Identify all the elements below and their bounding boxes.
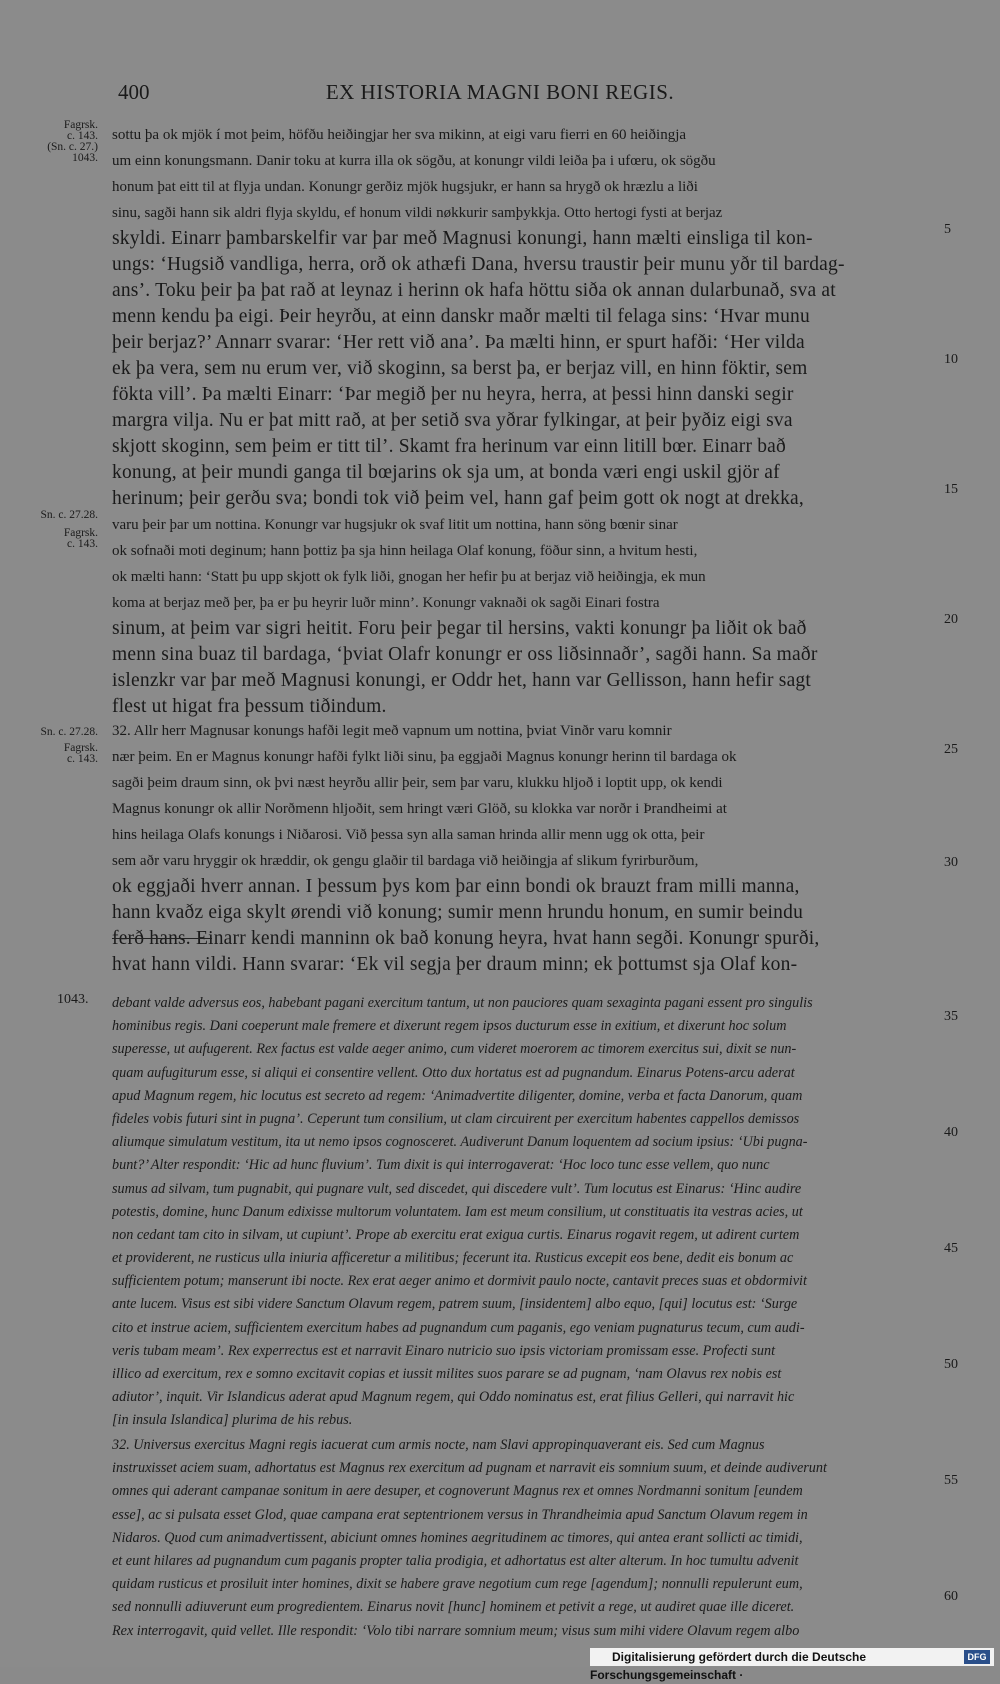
text-line: sottu þa ok mjök í mot þeim, höfðu heiðingjar her sva mikinn, at eigi varu fierri en 60 heiðingja	[112, 127, 687, 143]
footnote-line: debant valde adversus eos, habebant pagani exercitum tantum, ut non pauciores quam sexaginta pagani essent pro singulis	[112, 995, 813, 1011]
text-line: nær þeim. En er Magnus konungr hafði fylkt liði sinu, þa eggjaði Magnus konungr herinn til bardaga ok	[112, 749, 737, 765]
footnote-line: non cedant tam cito in silvam, ut cupiunt’. Prope ab exercitu erat exigua curtis. Einarus rogavit regem, ut adirent curtem	[112, 1226, 800, 1243]
line-number: 60	[944, 1589, 958, 1604]
line-number: 30	[944, 855, 958, 870]
footnote-line: quidam rusticus et prosiluit inter homines, dixit se habere grave negotium cum rege [agendum]; nonnulli repulerunt eum,	[112, 1576, 803, 1593]
footnote-line: superesse, ut aufugerent. Rex factus est valde aeger animo, cum videret moerorem ac timorem exercitus sui, dixit se nun-	[112, 1041, 797, 1058]
footnote-line: instruxisset aciem suam, adhortatus est Magnus rex exercitum ad pugnam et narravit eis somnium suum, et deinde audiverunt	[112, 1460, 827, 1477]
footnote-line: adiutor’, inquit. Vir Islandicus aderat apud Magnum regem, qui Oddo nominatus est, erat filius Gelleri, qui narravit hic	[112, 1389, 795, 1406]
text-line: flest ut higat fra þessum tiðindum.	[112, 696, 387, 717]
text-line: Magnus konungr ok allir Norðmenn hljoðit, sem hringt væri Glöð, su klokka var norðr i Þrandheimi at	[112, 801, 727, 817]
line-number: 20	[944, 612, 958, 627]
text-line: hvat hann vildi. Hann svarar: ‘Ek vil segja þer draum minn; ek þottumst sja Olaf kon-	[112, 954, 798, 975]
text-line: koma at berjaz með þer, þa er þu heyrir luðr minn’. Konungr vaknaði ok sagði Einari fostra	[112, 595, 660, 611]
text-line: ok eggjaði hverr annan. I þessum þys kom þar einn bondi ok brauzt fram milli manna,	[112, 876, 800, 897]
side-note: Fagrsk. c. 143. (Sn. c. 27.) 1043.	[47, 119, 98, 164]
text-line: ungs: ‘Hugsið vandliga, herra, orð ok athæfi Dana, hversu traustir þeir munu yðr til bardag-	[112, 254, 845, 275]
text-line: sinum, at þeim var sigri heitit. Foru þeir þegar til hersins, vakti konungr þa liðit ok bað	[112, 618, 807, 639]
footnote-translation-2	[112, 1434, 942, 1643]
line-number: 50	[944, 1357, 958, 1372]
footnote-line: apud Magnum regem, hic locutus est secreto ad regem: ‘Animadvertite diligenter, domine, verba et facta Danorum, quam	[112, 1087, 803, 1104]
text-line: islenzkr var þar með Magnusi konungi, er Oddr het, hann var Gellisson, hann hefir sagt	[112, 670, 811, 691]
footnote-label: 1043.	[57, 992, 89, 1007]
text-line: hann kvaðz eiga skylt ørendi við konung; sumir menn hrundu honum, en sumir beindu	[112, 902, 804, 923]
side-note: Fagrsk. c. 143.	[63, 742, 98, 765]
text-line: margra vilja. Nu er þat mitt rað, at þer setið sva yðrar fylkingar, at þeir þyðiz eigi sva	[112, 410, 793, 431]
side-note: Sn. c. 27.28.	[40, 509, 98, 521]
text-line: hins heilaga Olafs konungs i Niðarosi. Við þessa syn alla saman hrinda allir menn ugg ok otta, þeir	[112, 827, 705, 843]
text-line: ok mælti hann: ‘Statt þu upp skjott ok fylk liði, gnogan her hefir þu at berjaz við heiðingja, ek mun	[112, 569, 706, 585]
page-header	[0, 80, 1000, 110]
footnote-line: cito et instrue aciem, sufficientem exercitum habes ad pugnandum cum paganis, ego veniam pugnaturus tecum, cum audi-	[112, 1319, 805, 1336]
footnote-line: ante lucem. Visus est sibi videre Sanctum Olavum regem, patrem suum, [insidentem] albo equo, [qui] locutus est: ‘Surge	[112, 1296, 798, 1313]
text-line: varu þeir þar um nottina. Konungr var hugsjukr ok svaf litit um nottina, hann söng bœnir sinar	[112, 517, 678, 533]
footnote-line: Nidaros. Quod cum animadvertissent, abiciunt omnes homines aegritudinem ac timores, qui antea erant sollicti ac timidi,	[112, 1529, 803, 1546]
text-line: herinum; þeir gerðu sva; bondi tok við þeim vel, hann gaf þeim gott ok nogt at drekka,	[112, 488, 804, 509]
running-title: EX HISTORIA MAGNI BONI REGIS.	[325, 80, 675, 104]
footnote-line: sed nonnulli adiuverunt eum progredientem. Einarus novit [hunc] hominem et petivit a rege, ut audiret quae ille diceret.	[112, 1599, 795, 1616]
text-line: fökta vill’. Þa mælti Einarr: ‘Þar megið þer nu heyra, herra, at þessi hinn danski segir	[112, 384, 794, 405]
footnote-translation-1	[112, 992, 942, 1433]
footnote-line: potestis, domine, hunc Danum edixisse multorum voluntatem. Iam est meum consilium, ut constituatis ita vestras acies, ut	[112, 1203, 803, 1220]
main-text-block-2	[112, 718, 942, 978]
footnote-line: Rex interrogavit, quid vellet. Ille respondit: ‘Volo tibi narrare somnium meum; visus sum mihi videre Olavum regem albo	[112, 1622, 800, 1639]
line-number: 15	[944, 482, 958, 497]
text-line: þeir berjaz?’ Annarr svarar: ‘Her rett við ana’. Þa mælti hinn, er spurt hafði: ‘Her vilda	[112, 332, 805, 353]
text-line: skjott skoginn, sem þeim er titt til’. Skamt fra herinum var einn litill bœr. Einarr bað	[112, 436, 786, 457]
footnote-line: et providerent, ne rusticus ulla iniuria afficeretur a militibus; fecerunt ita. Rusticus excepit eos bene, dedit eis bonum ac	[112, 1250, 794, 1267]
text-line: sagði þeim draum sinn, ok þvi næst heyrðu allir þeir, sem þar varu, klukku hljoð i loptit upp, ok kendi	[112, 775, 723, 791]
dfg-logo: DFG	[964, 1650, 990, 1664]
text-line: sem aðr varu hryggir ok hræddir, ok gengu glaðir til bardaga við heiðingja af slikum fyrirburðum,	[112, 853, 699, 869]
footnote-line: omnes qui aderant campanae sonitum in aere desuper, et cognoverunt Magnus rex et omnes Nordmanni sonitum [eundem	[112, 1483, 803, 1500]
footnote-rule	[112, 938, 212, 939]
page-number: 400	[118, 80, 150, 104]
footnote-line: 32. Universus exercitus Magni regis iacuerat cum armis nocte, nam Slavi appropinquaverant eis. Sed cum Magnus	[112, 1437, 765, 1453]
text-line: menn kendu þa eigi. Þeir heyrðu, at einn danskr maðr mælti til felaga sins: ‘Hvar munu	[112, 306, 810, 327]
line-number: 45	[944, 1241, 958, 1256]
footnote-line: fideles vobis futuri sint in pugna’. Ceperunt tum consilium, ut clam circuirent per exercitum habentes cappellos demissos	[112, 1110, 800, 1127]
text-line: ferð hans. Einarr kendi manninn ok bað konung heyra, hvat hann segði. Konungr spurði,	[112, 928, 820, 949]
line-number: 55	[944, 1473, 958, 1488]
side-note: Sn. c. 27.28.	[40, 726, 98, 738]
footnote-line: sumus ad silvam, tum pugnabit, qui pugnare vult, sed discedet, qui discedere vult’. Tum locutus est Einarus: ‘Hinc audire	[112, 1180, 802, 1197]
text-line: 32. Allr herr Magnusar konungs hafði legit með vapnum um nottina, þviat Vinðr varu komnir	[112, 723, 672, 739]
text-line: ek þa vera, sem nu erum ver, við skoginn, sa berst þa, er berjaz vill, en hinn föktir, sem	[112, 358, 808, 379]
footnote-line: bunt?’ Alter respondit: ‘Hic ad hunc fluvium’. Tum dixit is qui interrogaverat: ‘Hoc loco tunc esse vellem, quo nunc	[112, 1157, 770, 1174]
text-line: um einn konungsmann. Danir toku at kurra illa ok sögðu, at konungr vildi leiða þa i ufœru, ok sögðu	[112, 153, 716, 169]
line-number: 10	[944, 352, 958, 367]
footnote-line: veris tubam meam’. Rex experrectus est et narravit Einaro nutricio suo ipsis victoriam promissam esse. Profecti sunt	[112, 1342, 776, 1359]
line-number: 25	[944, 742, 958, 757]
footnote-line: quam aufugiturum esse, si aliqui ei consentire vellent. Otto dux hortatus est ad pugnandum. Einarus Potens-arcu aderat	[112, 1064, 795, 1081]
line-number: 5	[944, 222, 951, 237]
footnote-line: et eunt hilares ad pugnandum cum paganis propter talia prodigia, et adhortatus est alter alterum. In hoc tumultu advenit	[112, 1552, 799, 1569]
main-text-block	[112, 122, 942, 720]
footnote-line: aliumque simulatum vestitum, ita ut nemo ipsos cognosceret. Audiverunt Danum loquentem ad socium ipsius: ‘Ubi pugna-	[112, 1134, 808, 1151]
text-line: skyldi. Einarr þambarskelfir var þar með Magnusi konungi, hann mælti einsliga til kon-	[112, 228, 813, 249]
text-line: sinu, sagði hann sik aldri flyja skyldu, ef honum vildi nøkkurir samþykkja. Otto hertogi fysti at berjaz	[112, 205, 723, 221]
text-line: ans’. Toku þeir þa þat rað at leynaz i herinn ok hafa höttu siða ok annan dularbunað, sva at	[112, 280, 836, 301]
footnote-line: illico ad exercitum, rex e somno excitavit copias et iussit milites suos parare se ad pugnam, ‘nam Olavus rex nobis est	[112, 1366, 782, 1382]
line-number: 40	[944, 1125, 958, 1140]
line-number: 35	[944, 1009, 958, 1024]
footer-text: Digitalisierung gefördert durch die Deutsche Forschungsgemeinschaft ·	[590, 1650, 867, 1682]
footnote-line: sufficientem potum; manserunt ibi nocte. Rex erat aeger animo et dormivit paulo nocte, cantavit preces suas et obdormivit	[112, 1273, 807, 1290]
side-note: Fagrsk. c. 143.	[63, 527, 98, 550]
text-line: menn sina buaz til bardaga, ‘þviat Olafr konungr er oss liðsinnaðr’, sagði hann. Sa maðr	[112, 644, 818, 665]
text-line: honum þat eitt til at flyja undan. Konungr gerðiz mjök hugsjukr, er hann sa hrygð ok hræzlu a liði	[112, 179, 698, 195]
footer-bar	[590, 1648, 994, 1682]
footnote-line: esse], ac si pulsata esset Glod, quae campana erat septentrionem versus in Thrandheimia apud Sanctum Olavum regem in	[112, 1506, 808, 1523]
footnote-line: [in insula Islandica] plurima de his rebus.	[112, 1412, 353, 1429]
footnote-line: hominibus regis. Dani coeperunt male fremere et dixerunt regem ipsos ducturum esse in exitium, et dixerunt hoc solum	[112, 1018, 787, 1035]
text-line: ok sofnaði moti deginum; hann þottiz þa sja hinn heilaga Olaf konung, föður sinn, a hvitum hesti,	[112, 543, 698, 559]
text-line: konung, at þeir mundi ganga til bœjarins ok sja um, at bonda væri engi uskil gjör af	[112, 462, 780, 483]
